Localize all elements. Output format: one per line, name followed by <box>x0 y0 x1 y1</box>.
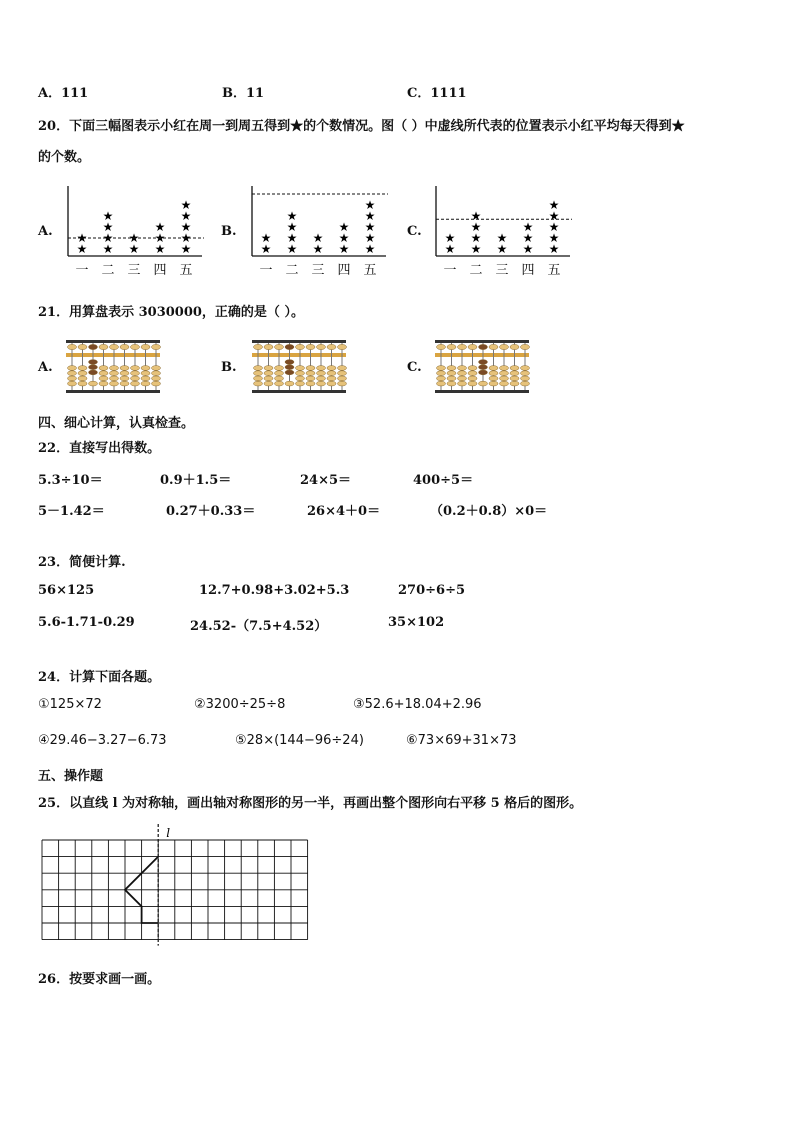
abacus-bead <box>510 344 519 349</box>
star-icon: ★ <box>338 242 350 256</box>
day-label: 二 <box>101 263 115 278</box>
abacus-bead <box>152 371 161 376</box>
abacus-bead <box>141 344 150 349</box>
abacus-bead <box>99 371 108 376</box>
abacus-bead <box>510 366 519 371</box>
abacus-frame-top <box>252 340 346 343</box>
day-label: 四 <box>153 263 167 278</box>
day-label: 三 <box>311 263 325 278</box>
q23-item-2: 12.7+0.98+3.02+5.3 <box>199 583 350 598</box>
star-icon: ★ <box>260 231 272 245</box>
abacus-bead <box>141 381 150 386</box>
abacus-bead <box>306 366 315 371</box>
abacus-bead <box>275 371 284 376</box>
abacus-bead <box>500 366 509 371</box>
abacus-bead <box>110 344 119 349</box>
day-label: 五 <box>179 263 193 278</box>
abacus-bead <box>317 366 326 371</box>
abacus-bead <box>338 371 347 376</box>
star-icon: ★ <box>286 220 298 234</box>
abacus-bead <box>500 344 509 349</box>
abacus-bead <box>327 366 336 371</box>
q22-item-6: 0.27＋0.33＝ <box>166 504 256 519</box>
abacus-bead <box>275 381 284 386</box>
star-icon: ★ <box>444 231 456 245</box>
abacus-bead <box>275 344 284 349</box>
q21-option-c-label: C. <box>407 360 422 375</box>
q25-text: 25．以直线 l 为对称轴，画出轴对称图形的另一半，再画出整个图形向右平移 5 格后的图形。 <box>38 796 583 811</box>
abacus-bead <box>437 376 446 381</box>
abacus-bead <box>327 344 336 349</box>
day-label: 五 <box>363 263 377 278</box>
q22-item-2: 0.9＋1.5＝ <box>160 473 232 488</box>
star-icon: ★ <box>364 198 376 212</box>
abacus-bead <box>120 376 129 381</box>
abacus-bead <box>99 344 108 349</box>
day-label: 四 <box>521 263 535 278</box>
star-icon: ★ <box>548 209 560 223</box>
abacus-bead <box>317 344 326 349</box>
day-label: 二 <box>469 263 483 278</box>
abacus-bead <box>479 360 488 365</box>
abacus-bead <box>264 371 273 376</box>
star-icon: ★ <box>496 231 508 245</box>
abacus-bead <box>489 366 498 371</box>
q21-text: 21．用算盘表示 3030000，正确的是（ ）。 <box>38 305 304 320</box>
q19-option-b: B．11 <box>222 86 265 101</box>
abacus-bead <box>285 344 294 349</box>
abacus-bead <box>131 344 140 349</box>
q23-item-3: 270÷6÷5 <box>398 583 466 598</box>
abacus-bead <box>479 344 488 349</box>
star-icon: ★ <box>180 242 192 256</box>
abacus-bead <box>437 371 446 376</box>
abacus-bead <box>317 376 326 381</box>
abacus-bead <box>78 344 87 349</box>
day-label: 一 <box>75 263 89 278</box>
abacus-bead <box>489 381 498 386</box>
abacus-bead <box>479 381 488 386</box>
abacus-bead <box>110 376 119 381</box>
q22-item-5: 5－1.42＝ <box>38 504 105 519</box>
star-icon: ★ <box>470 242 482 256</box>
q24-item-3: ③52.6+18.04+2.96 <box>353 697 482 712</box>
q23-item-1: 56×125 <box>38 583 95 598</box>
abacus-bead <box>296 366 305 371</box>
star-icon: ★ <box>522 242 534 256</box>
q24-item-1: ①125×72 <box>38 697 102 712</box>
star-icon: ★ <box>444 242 456 256</box>
abacus-bead <box>437 366 446 371</box>
q22-item-3: 24×5＝ <box>300 473 352 488</box>
abacus-bead <box>447 366 456 371</box>
abacus-bead <box>437 381 446 386</box>
star-icon: ★ <box>364 209 376 223</box>
star-icon: ★ <box>364 242 376 256</box>
abacus-bead <box>306 344 315 349</box>
star-icon: ★ <box>128 242 140 256</box>
abacus-bead <box>306 371 315 376</box>
q20-option-b-label: B. <box>221 224 237 239</box>
abacus-bead <box>500 381 509 386</box>
day-label: 四 <box>337 263 351 278</box>
star-icon: ★ <box>102 220 114 234</box>
abacus-bead <box>521 366 530 371</box>
star-icon: ★ <box>102 242 114 256</box>
abacus-bead <box>510 381 519 386</box>
star-chart-c <box>428 180 578 284</box>
abacus-bead <box>458 376 467 381</box>
abacus-bead <box>152 344 161 349</box>
q20-option-a-label: A. <box>38 224 53 239</box>
abacus-bead <box>89 344 98 349</box>
abacus-bead <box>68 371 77 376</box>
abacus-bead <box>110 366 119 371</box>
abacus-bead <box>120 366 129 371</box>
star-icon: ★ <box>260 242 272 256</box>
abacus-bead <box>458 371 467 376</box>
q19-option-c: C．1111 <box>407 86 467 101</box>
abacus-bead <box>254 344 263 349</box>
abacus-bead <box>521 376 530 381</box>
abacus-bead <box>338 366 347 371</box>
star-icon: ★ <box>286 242 298 256</box>
abacus-bead <box>468 344 477 349</box>
abacus-bead <box>468 366 477 371</box>
q22-item-7: 26×4＋0＝ <box>307 504 381 519</box>
abacus-bead <box>152 381 161 386</box>
abacus-bead <box>131 371 140 376</box>
abacus-bead <box>285 360 294 365</box>
abacus-bead <box>447 344 456 349</box>
q22-item-4: 400÷5＝ <box>413 473 474 488</box>
abacus-c-image <box>433 338 533 396</box>
day-label: 一 <box>443 263 457 278</box>
star-icon: ★ <box>548 231 560 245</box>
q20-line1: 20．下面三幅图表示小红在周一到周五得到★的个数情况。图（ ）中虚线所代表的位置表示小红平均每天得到★ <box>38 119 685 134</box>
abacus-bead <box>89 360 98 365</box>
abacus-a-image <box>64 338 164 396</box>
abacus-bead <box>254 381 263 386</box>
abacus-bead <box>338 381 347 386</box>
abacus-bead <box>89 365 98 370</box>
q22-item-8: （0.2＋0.8）×0＝ <box>430 504 548 519</box>
q20-line2: 的个数。 <box>38 150 91 165</box>
star-icon: ★ <box>364 220 376 234</box>
abacus-bead <box>285 381 294 386</box>
abacus-bead <box>285 365 294 370</box>
q21-option-b-label: B. <box>221 360 237 375</box>
abacus-bead <box>489 344 498 349</box>
star-icon: ★ <box>76 231 88 245</box>
star-icon: ★ <box>76 242 88 256</box>
q22-item-1: 5.3÷10＝ <box>38 473 103 488</box>
abacus-bead <box>296 381 305 386</box>
abacus-frame-top <box>66 340 160 343</box>
star-icon: ★ <box>470 220 482 234</box>
abacus-bead <box>447 371 456 376</box>
abacus-bead <box>338 376 347 381</box>
abacus-bead <box>468 376 477 381</box>
abacus-bead <box>264 344 273 349</box>
abacus-bead <box>120 371 129 376</box>
symmetry-grid <box>36 820 316 948</box>
abacus-bead <box>500 376 509 381</box>
star-icon: ★ <box>102 209 114 223</box>
q26-text: 26．按要求画一画。 <box>38 972 161 987</box>
q23-item-6: 35×102 <box>388 615 445 630</box>
abacus-bead <box>78 381 87 386</box>
abacus-bead <box>264 376 273 381</box>
abacus-bead <box>78 366 87 371</box>
abacus-bead <box>327 376 336 381</box>
abacus-bead <box>437 344 446 349</box>
abacus-frame-bottom <box>252 390 346 393</box>
abacus-bead <box>489 376 498 381</box>
section5-title: 五、操作题 <box>38 769 104 784</box>
abacus-bead <box>275 366 284 371</box>
star-chart-a <box>60 180 210 284</box>
abacus-bead <box>500 371 509 376</box>
abacus-bead <box>254 371 263 376</box>
star-icon: ★ <box>128 231 140 245</box>
star-icon: ★ <box>102 231 114 245</box>
abacus-bead <box>131 366 140 371</box>
abacus-bead <box>264 366 273 371</box>
star-icon: ★ <box>548 242 560 256</box>
star-icon: ★ <box>470 209 482 223</box>
abacus-bead <box>68 366 77 371</box>
q21-option-a-label: A. <box>38 360 53 375</box>
star-icon: ★ <box>180 198 192 212</box>
day-label: 三 <box>127 263 141 278</box>
q24-title: 24．计算下面各题。 <box>38 670 161 685</box>
abacus-bead <box>89 381 98 386</box>
abacus-bead <box>458 366 467 371</box>
star-icon: ★ <box>548 220 560 234</box>
abacus-bead <box>120 381 129 386</box>
abacus-bead <box>296 376 305 381</box>
abacus-bead <box>521 371 530 376</box>
star-icon: ★ <box>154 231 166 245</box>
star-icon: ★ <box>286 231 298 245</box>
star-icon: ★ <box>522 220 534 234</box>
abacus-bead <box>141 371 150 376</box>
star-icon: ★ <box>470 231 482 245</box>
abacus-bead <box>99 366 108 371</box>
star-icon: ★ <box>338 231 350 245</box>
star-icon: ★ <box>496 242 508 256</box>
abacus-bead <box>458 381 467 386</box>
abacus-bead <box>306 376 315 381</box>
star-chart-b <box>244 180 394 284</box>
abacus-bead <box>110 371 119 376</box>
abacus-bead <box>285 370 294 375</box>
abacus-bead <box>141 376 150 381</box>
q20-option-c-label: C. <box>407 224 422 239</box>
abacus-bead <box>152 366 161 371</box>
day-label: 一 <box>259 263 273 278</box>
star-icon: ★ <box>338 220 350 234</box>
star-icon: ★ <box>154 220 166 234</box>
abacus-bead <box>99 381 108 386</box>
q23-item-5: 24.52-（7.5+4.52） <box>190 619 328 634</box>
abacus-bead <box>254 366 263 371</box>
abacus-bead <box>68 381 77 386</box>
abacus-bead <box>254 376 263 381</box>
abacus-bead <box>99 376 108 381</box>
q19-option-a: A．111 <box>38 86 89 101</box>
abacus-bead <box>468 381 477 386</box>
abacus-bead <box>296 344 305 349</box>
abacus-bead <box>317 381 326 386</box>
star-icon: ★ <box>312 231 324 245</box>
abacus-bead <box>296 371 305 376</box>
abacus-frame-top <box>435 340 529 343</box>
abacus-bead <box>131 376 140 381</box>
day-label: 二 <box>285 263 299 278</box>
abacus-bead <box>327 381 336 386</box>
axis-label-l: l <box>166 826 171 840</box>
abacus-bead <box>338 344 347 349</box>
day-label: 三 <box>495 263 509 278</box>
star-icon: ★ <box>180 209 192 223</box>
q23-title: 23．简便计算. <box>38 555 126 570</box>
day-label: 五 <box>547 263 561 278</box>
abacus-bead <box>317 371 326 376</box>
abacus-bead <box>89 370 98 375</box>
star-icon: ★ <box>312 242 324 256</box>
star-icon: ★ <box>522 231 534 245</box>
abacus-bead <box>479 365 488 370</box>
abacus-bead <box>510 376 519 381</box>
abacus-bead <box>110 381 119 386</box>
star-icon: ★ <box>154 242 166 256</box>
abacus-bead <box>152 376 161 381</box>
star-icon: ★ <box>364 231 376 245</box>
abacus-bead <box>327 371 336 376</box>
abacus-bead <box>458 344 467 349</box>
abacus-bead <box>264 381 273 386</box>
abacus-bead <box>141 366 150 371</box>
abacus-bead <box>521 381 530 386</box>
abacus-bead <box>78 376 87 381</box>
abacus-bead <box>479 370 488 375</box>
star-icon: ★ <box>180 231 192 245</box>
abacus-bead <box>447 381 456 386</box>
abacus-bead <box>521 344 530 349</box>
abacus-bead <box>468 371 477 376</box>
abacus-bead <box>510 371 519 376</box>
abacus-frame-bottom <box>435 390 529 393</box>
q24-item-5: ⑤28×(144−96÷24) <box>235 733 364 748</box>
abacus-b-image <box>250 338 350 396</box>
abacus-bead <box>489 371 498 376</box>
abacus-bead <box>275 376 284 381</box>
q24-item-4: ④29.46−3.27−6.73 <box>38 733 167 748</box>
q22-title: 22．直接写出得数。 <box>38 441 161 456</box>
abacus-bead <box>131 381 140 386</box>
q23-item-4: 5.6-1.71-0.29 <box>38 615 135 630</box>
abacus-bead <box>78 371 87 376</box>
abacus-bead <box>120 344 129 349</box>
abacus-frame-bottom <box>66 390 160 393</box>
section4-title: 四、细心计算，认真检查。 <box>38 416 195 431</box>
q24-item-2: ②3200÷25÷8 <box>194 697 286 712</box>
abacus-bead <box>68 376 77 381</box>
abacus-bead <box>68 344 77 349</box>
abacus-bead <box>447 376 456 381</box>
abacus-bead <box>306 381 315 386</box>
star-icon: ★ <box>286 209 298 223</box>
star-icon: ★ <box>548 198 560 212</box>
star-icon: ★ <box>180 220 192 234</box>
q24-item-6: ⑥73×69+31×73 <box>406 733 517 748</box>
